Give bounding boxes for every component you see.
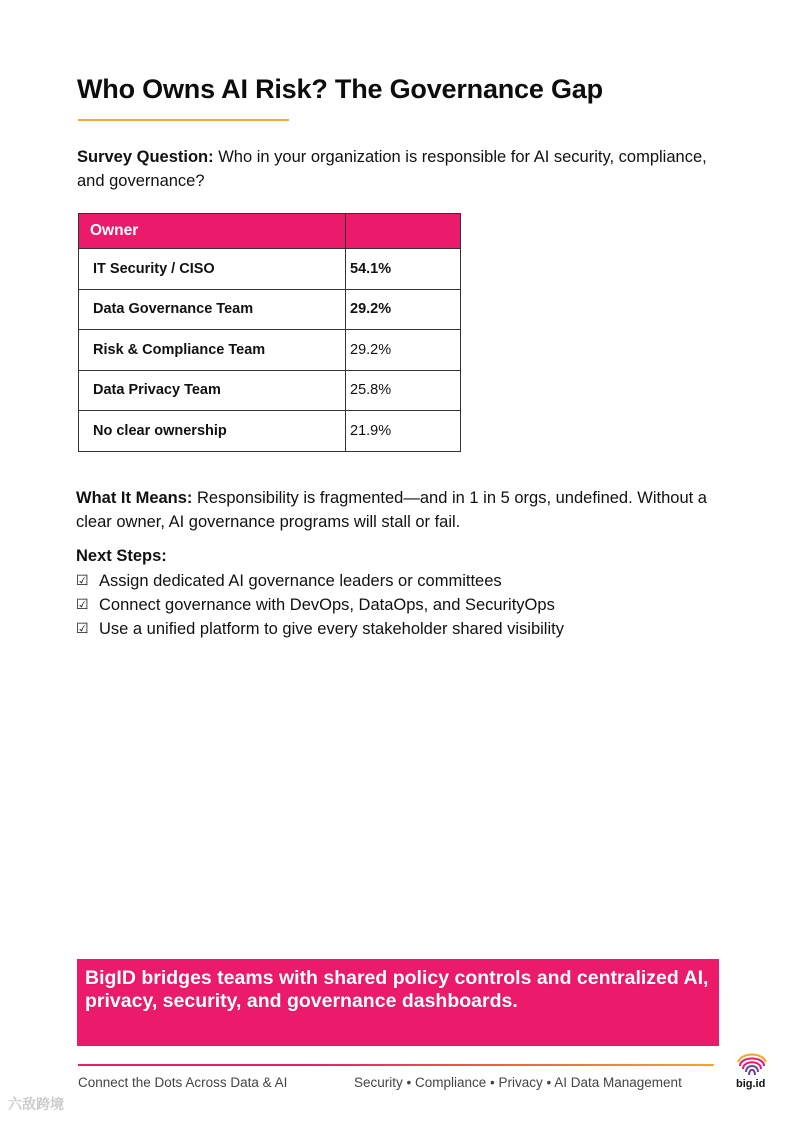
owner-cell: Risk & Compliance Team	[79, 330, 346, 371]
survey-label: Survey Question:	[77, 148, 214, 166]
next-steps-list	[76, 569, 564, 641]
step-text: Assign dedicated AI governance leaders or committees	[99, 572, 502, 590]
cta-banner	[77, 959, 719, 1046]
percent-cell: 25.8%	[346, 370, 461, 411]
logo-text: big.id	[736, 1078, 766, 1090]
footer-divider	[78, 1064, 714, 1066]
means-text: Responsibility is fragmented—and in 1 in 5 orgs, undefined. Without a clear owner, AI governance programs will stall or fail.	[76, 489, 707, 531]
step-text: Connect governance with DevOps, DataOps, and SecurityOps	[99, 596, 555, 614]
page-title: Who Owns AI Risk? The Governance Gap	[77, 74, 603, 104]
value-column-header	[346, 214, 461, 249]
checkbox-checked-icon: ☑	[76, 597, 89, 613]
ownership-table	[78, 213, 461, 452]
table-row	[79, 370, 461, 411]
percent-cell: 29.2%	[346, 289, 461, 330]
owner-column-header: Owner	[79, 214, 346, 249]
footer-topics: Security • Compliance • Privacy • AI Data Management	[354, 1075, 682, 1090]
table-row	[79, 411, 461, 452]
next-steps-heading: Next Steps:	[76, 547, 167, 565]
percent-cell: 54.1%	[346, 249, 461, 290]
means-label: What It Means:	[76, 489, 193, 507]
title-underline	[78, 119, 289, 121]
checkbox-checked-icon: ☑	[76, 573, 89, 589]
owner-cell: No clear ownership	[79, 411, 346, 452]
table-row	[79, 330, 461, 371]
footer-tagline: Connect the Dots Across Data & AI	[78, 1075, 288, 1090]
percent-cell: 29.2%	[346, 330, 461, 371]
checkbox-checked-icon: ☑	[76, 621, 89, 637]
cta-text: BigID bridges teams with shared policy controls and centralized AI, privacy, security, and governance dashboards.	[85, 967, 709, 1012]
survey-question	[77, 145, 717, 193]
list-item	[76, 569, 564, 593]
bigid-logo	[734, 1050, 770, 1096]
list-item	[76, 617, 564, 641]
table-row	[79, 249, 461, 290]
what-it-means	[76, 486, 736, 534]
owner-cell: IT Security / CISO	[79, 249, 346, 290]
table-row	[79, 289, 461, 330]
step-text: Use a unified platform to give every stakeholder shared visibility	[99, 620, 564, 638]
watermark: 六敌跨境	[8, 1096, 64, 1112]
owner-cell: Data Governance Team	[79, 289, 346, 330]
survey-text: Who in your organization is responsible for AI security, compliance, and governance?	[77, 148, 707, 190]
table-header-row	[79, 214, 461, 249]
fingerprint-icon	[734, 1050, 770, 1080]
list-item	[76, 593, 564, 617]
owner-cell: Data Privacy Team	[79, 370, 346, 411]
percent-cell: 21.9%	[346, 411, 461, 452]
